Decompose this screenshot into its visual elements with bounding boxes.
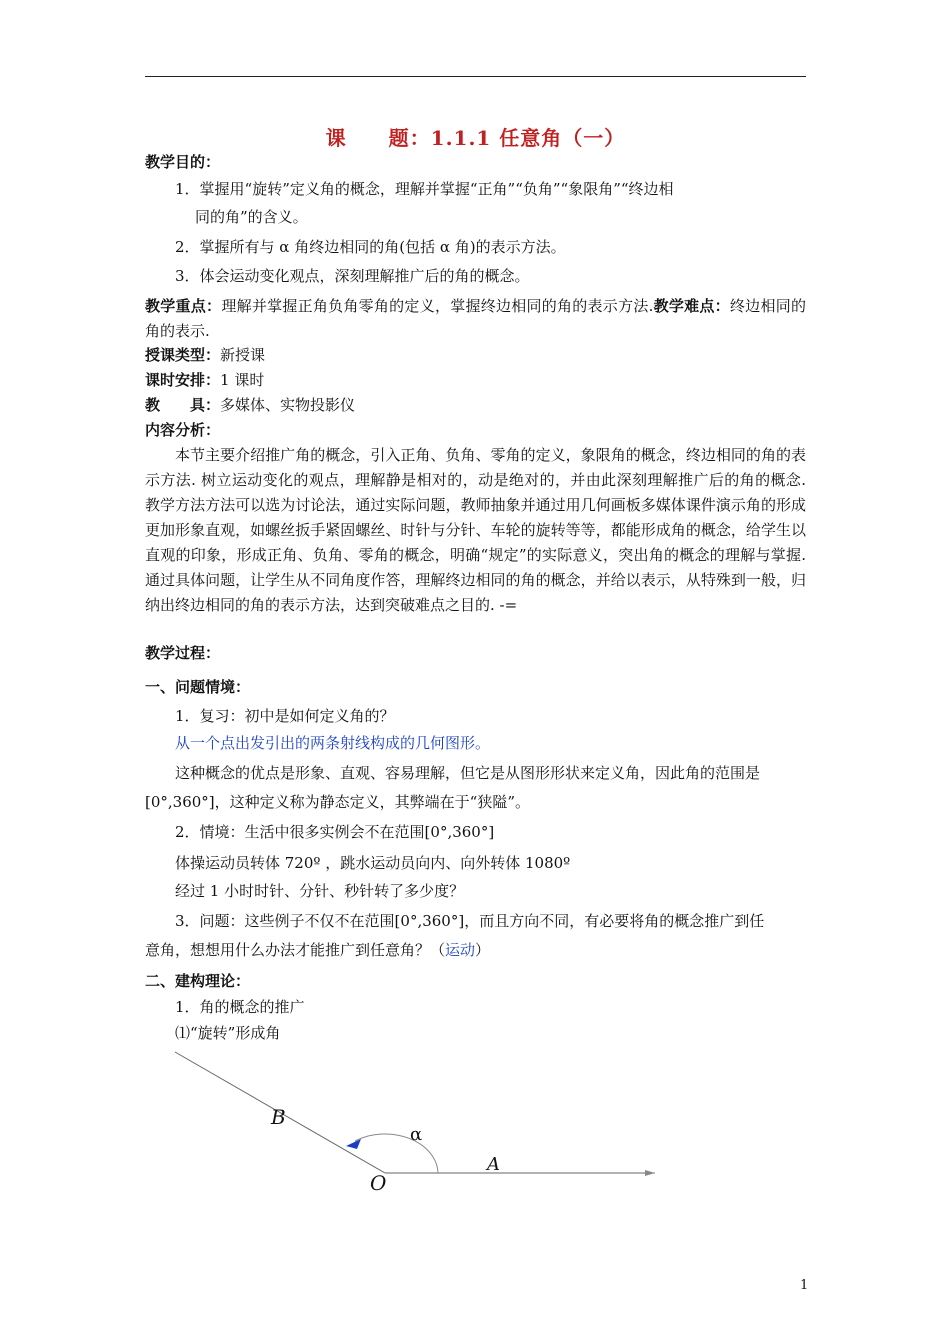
- key-points-heading: 教学重点：: [145, 297, 222, 315]
- analysis-heading: 内容分析：: [145, 421, 221, 439]
- lesson-type-text: 新授课: [220, 346, 266, 364]
- objective-1: 1．掌握用“旋转”定义角的概念，理解并掌握“正角”“负角”“象限角”“终边相: [175, 180, 674, 198]
- example-2: 经过 1 小时时针、分针、秒针转了多少度？: [175, 882, 465, 900]
- question-close: ）: [475, 941, 491, 959]
- tools-text: 多媒体、实物投影仪: [220, 396, 356, 414]
- rotation-item: ⑴“旋转”形成角: [175, 1024, 281, 1042]
- section2-heading: 二、建构理论：: [145, 972, 251, 990]
- lesson-type-heading: 授课类型：: [145, 346, 221, 364]
- label-b: B: [271, 1105, 286, 1129]
- tools-heading: 教 具：: [145, 396, 221, 414]
- example-1: 体操运动员转体 720º ，跳水运动员向内、向外转体 1080º: [175, 854, 571, 872]
- process-heading: 教学过程：: [145, 644, 221, 662]
- objective-3: 3．体会运动变化观点，深刻理解推广后的角的概念。: [175, 267, 530, 285]
- concept-extension: 1．角的概念的推广: [175, 998, 305, 1016]
- question-text: 意角，想想用什么办法才能推广到任意角？（: [145, 941, 446, 959]
- label-alpha: α: [410, 1124, 423, 1145]
- periods-heading: 课时安排：: [145, 371, 221, 389]
- objective-2: 2．掌握所有与 α 角终边相同的角(包括 α 角)的表示方法。: [175, 238, 566, 256]
- range-text: [0°,360°]，这种定义称为静态定义，其弊端在于“狭隘”。: [145, 793, 530, 811]
- review-answer: 从一个点出发引出的两条射线构成的几何图形。: [175, 734, 491, 752]
- label-o: O: [370, 1171, 387, 1195]
- difficulty-text: 终边相同的角的表示.: [145, 297, 806, 340]
- page-title: 课 题：1.1.1 任意角（一）: [325, 126, 626, 150]
- periods-text: 1 课时: [220, 371, 265, 389]
- concept-paragraph: 这种概念的优点是形象、直观、容易理解，但它是从图形形状来定义角，因此角的范围是: [175, 764, 761, 782]
- section1-heading: 一、问题情境：: [145, 678, 251, 696]
- page-number: 1: [800, 1278, 809, 1293]
- situation-line: 2．情境：生活中很多实例会不在范围[0°,360°]: [175, 823, 495, 841]
- motion-link[interactable]: 运动: [445, 941, 476, 959]
- angle-arc: [355, 1134, 438, 1173]
- question-line: 3．问题：这些例子不仅不在范围[0°,360°]，而且方向不同，有必要将角的概念推广到任: [175, 912, 765, 930]
- ray-oa-arrowhead: [645, 1170, 655, 1176]
- analysis-text: 本节主要介绍推广角的概念，引入正角、负角、零角的定义，象限角的概念，终边相同的角的表示方法. 树立运动变化的观点，理解静是相对的，动是绝对的，并由此深刻理解推广后的角的概念. 教学方法方法可以选为讨论法，通过实际问题，教师抽象并通过用几何画板多媒体课件演示角的形成更加形象直观，如螺丝扳手紧固螺丝、时针与分针、车轮的旋转等等，都能形成角的概念，给学生以直观的印象，形成正角、负角、零角的概念，明确“规定”的实际意义，突出角的概念的理解与掌握. 通过具体问题，让学生从不同角度作答，理解终边相同的角的概念，并给以表示，从特殊到一般，归纳出终边相同的角的表示方法，达到突破难点之目的. -=: [145, 446, 806, 614]
- difficulty-heading: 教学难点：: [653, 297, 730, 315]
- objective-1-cont: 同的角”的含义。: [195, 208, 308, 226]
- key-points-text: 理解并掌握正角负角零角的定义，掌握终边相同的角的表示方法.: [221, 297, 654, 315]
- objectives-heading: 教学目的：: [145, 153, 221, 171]
- label-a: A: [487, 1154, 500, 1175]
- arc-arrowhead: [346, 1139, 361, 1149]
- review-question: 1．复习：初中是如何定义角的？: [175, 707, 395, 725]
